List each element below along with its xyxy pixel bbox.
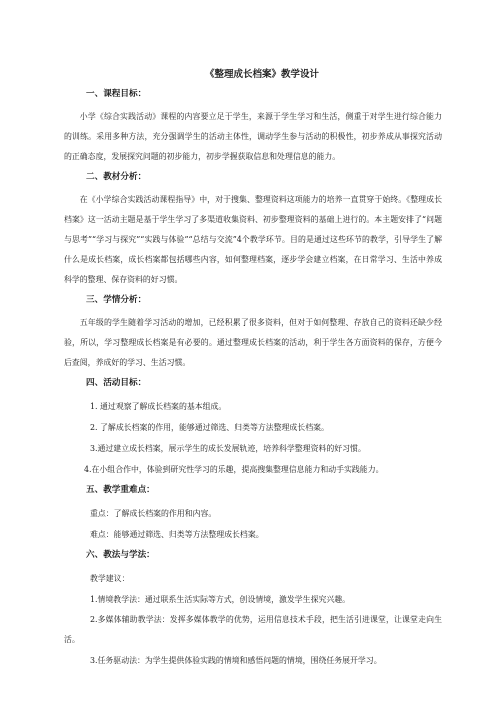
teaching-suggestion-label: 教学建议：: [90, 574, 130, 583]
section-heading-methods: 六、教法与学法：: [86, 550, 155, 560]
section-heading-key-points: 五、教学重难点：: [86, 485, 155, 495]
list-item-activity-goal-4: 4.在小组合作中，体验到研究性学习的乐趣，提高搜集整理信息能力和动手实践能力。: [84, 465, 384, 474]
list-item-activity-goal-1: 1. 通过观察了解成长档案的基本组成。: [90, 402, 227, 411]
section-heading-material-analysis: 二、教材分析：: [86, 172, 147, 182]
list-item-method-1: 1.情境教学法：通过联系生活实际等方式，创设情境，激发学生探究兴趣。: [90, 595, 351, 604]
list-item-activity-goal-3: 3.通过建立成长档案，展示学生的成长发展轨迹，培养科学整理资料的好习惯。: [90, 444, 366, 453]
section-heading-student-analysis: 三、学情分析：: [86, 295, 147, 305]
list-item-method-2: 2.多媒体辅助教学法：发挥多媒体教学的优势，运用信息技术手段，把生活引进课堂，让课堂走向生活。: [64, 615, 442, 644]
section-heading-activity-goals: 四、活动目标：: [86, 378, 147, 388]
list-item-activity-goal-2: 2. 了解成长档案的作用，能够通过筛选、归类等方法整理成长档案。: [90, 423, 329, 432]
section-heading-course-goals: 一、课程目标：: [86, 89, 147, 99]
document-title: 《整理成长档案》教学设计: [204, 69, 319, 80]
list-item-method-3: 3.任务驱动法：为学生提供体验实践的情境和感悟问题的情境，围绕任务展开学习。: [90, 656, 382, 665]
list-item-key-point: 重点：了解成长档案的作用和内容。: [90, 509, 217, 518]
list-item-difficult-point: 难点：能够通过筛选、归类等方法整理成长档案。: [90, 530, 264, 539]
paragraph-material-analysis: 在《小学综合实践活动课程指导》中，对于搜集、整理资料这项能力的培养一直贯穿于始终。《整理成长档案》这一活动主题是基于学生学习了多渠道收集资料、初步整理资料的基础上进行的。本主题安排了“问题与思考”“学习与探究”“实践与体验”“总结与交流”4个教学环节。目的是通过这些环节的教学，引导学生了解什么是成长档案，成长档案都包括哪些内容，如何整理档案，逐步学会建立档案，在日常学习、生活中养成科学的整理、保存资料的好习惯。: [64, 195, 442, 284]
paragraph-student-analysis: 五年级的学生随着学习活动的增加，已经积累了很多资料，但对于如何整理、存放自己的资料还缺少经验，所以，学习整理成长档案是有必要的。通过整理成长档案的活动，利于学生各方面资料的保存，方便今后查阅，养成好的学习、生活习惯。: [64, 318, 442, 367]
paragraph-course-goals: 小学《综合实践活动》课程的内容要立足于学生，来源于学生学习和生活，侧重于对学生进行综合能力的训练。采用多种方法，充分强调学生的活动主体性，调动学生参与活动的积极性，初步养成从事探究活动的正确态度，发展探究问题的初步能力，初步学握获取信息和处理信息的能力。: [64, 112, 442, 161]
